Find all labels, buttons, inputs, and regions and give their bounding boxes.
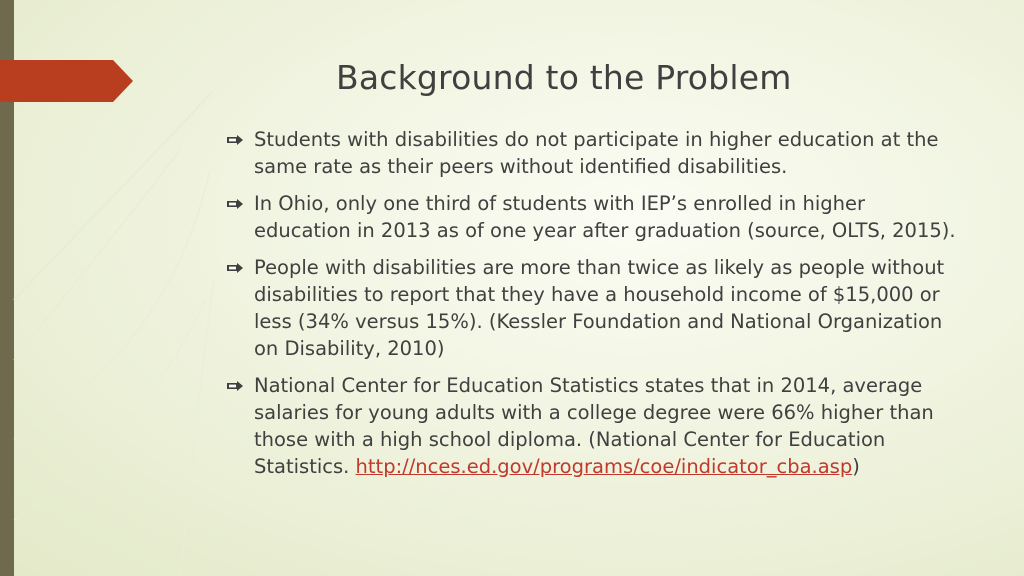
nces-link[interactable]: http://nces.ed.gov/programs/coe/indicator_cba.asp [355, 455, 853, 478]
slide-title: Background to the Problem [336, 58, 792, 97]
pencil-arrow-icon [227, 381, 243, 391]
bullet-item [226, 190, 966, 244]
bullet-item [226, 126, 966, 180]
bullet-item [226, 254, 966, 362]
bullet-item [226, 372, 966, 480]
pencil-arrow-icon [227, 263, 243, 273]
bullet-text: National Center for Education Statistics states that in 2014, average salaries for young adults with a college degree were 66% higher than those with a high school diploma. (National Center for Education Statistics. [254, 374, 934, 478]
accent-arrow-shape [0, 60, 133, 102]
pencil-arrow-icon [227, 135, 243, 145]
bullet-text: In Ohio, only one third of students with IEP’s enrolled in higher education in 2013 as of one year after graduation (source, OLTS, 2015). [254, 192, 956, 242]
bullet-text-closing: ) [852, 455, 860, 478]
pencil-arrow-icon [227, 199, 243, 209]
bullet-list [226, 126, 966, 490]
bullet-text: People with disabilities are more than twice as likely as people without disabilities to report that they have a household income of $15,000 or less (34% versus 15%). (Kessler Foundation and National Organization on Disability, 2010) [254, 256, 945, 360]
bullet-text: Students with disabilities do not participate in higher education at the same rate as their peers without identified disabilities. [254, 128, 939, 178]
